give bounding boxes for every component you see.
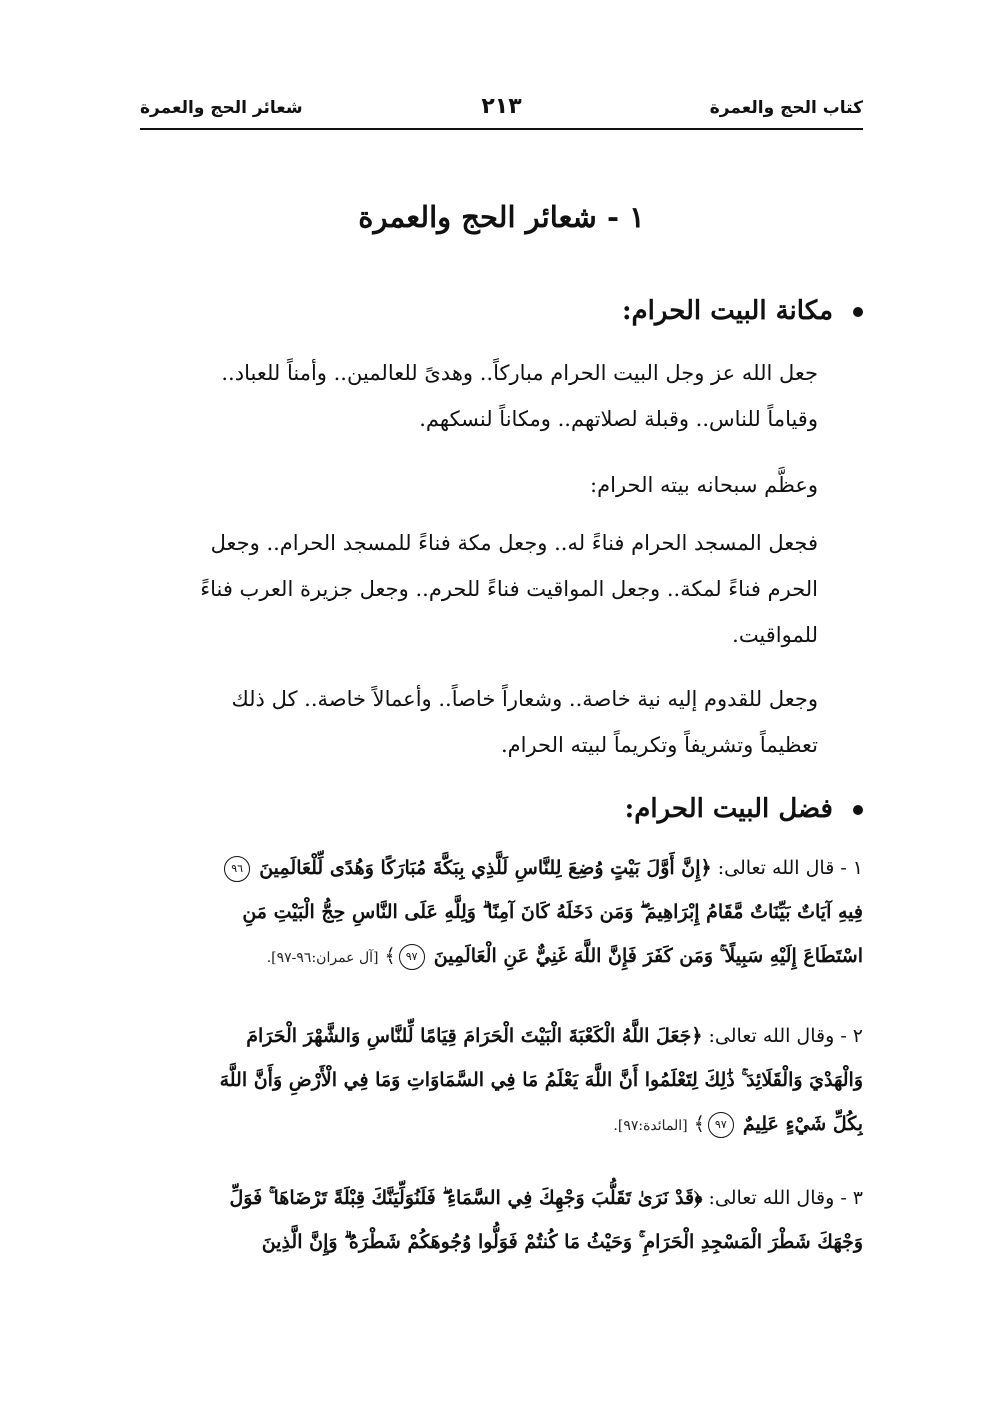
quran-text: اسْتَطَاعَ إِلَيْهِ سَبِيلًا ۚ وَمَن كَفَرَ فَإِنَّ اللَّهَ غَنِيٌّ عَنِ الْعَالَمِينَ: [433, 945, 863, 967]
quran-text: بِكُلِّ شَيْءٍ عَلِيمٌ: [742, 1113, 863, 1135]
verse-line: بِكُلِّ شَيْءٍ عَلِيمٌ ٩٧﴾ [المائدة:٩٧].: [140, 1102, 863, 1148]
section-heading-virtue: [625, 794, 863, 824]
quran-text: ﴿قَدْ نَرَىٰ تَقَلُّبَ وَجْهِكَ فِي السَّمَاءِ ۖ فَلَنُوَلِّيَنَّكَ قِبْلَةً تَرْضَاهَا ۚ فَوَلِّ: [229, 1187, 703, 1209]
verse-number: ٢: [852, 1025, 863, 1047]
chapter-title: [140, 200, 863, 234]
paragraph-line: تعظيماً وتشريفاً وتكريماً لبيته الحرام.: [500, 733, 818, 757]
paragraph-line: فجعل المسجد الحرام فناءً له.. وجعل مكة فناءً للمسجد الحرام.. وجعل: [210, 531, 818, 555]
header-rule: [140, 128, 863, 130]
paragraph-line: للمواقيت.: [732, 623, 818, 647]
verse-line: وَجْهَكَ شَطْرَ الْمَسْجِدِ الْحَرَامِ ۚ وَحَيْثُ مَا كُنتُمْ فَوَلُّوا وُجُوهَكُمْ شَطْرَهُ ۗ وَإِنَّ الَّذِينَ: [261, 1231, 863, 1253]
verse-line: ٣ - وقال الله تعالى: ﴿قَدْ نَرَىٰ تَقَلُّبَ وَجْهِكَ فِي السَّمَاءِ ۖ فَلَنُوَلِّيَنَّكَ قِبْلَةً تَرْضَاهَا ۚ فَوَلِّ: [229, 1187, 863, 1209]
section-heading-status: [622, 296, 863, 326]
ayah-number-mark: ٩٧: [399, 944, 425, 970]
paragraph: [140, 676, 818, 768]
paragraph-line: الحرم فناءً لمكة.. وجعل المواقيت فناءً للحرم.. وجعل جزيرة العرب فناءً: [200, 577, 818, 601]
verse-item: [140, 1176, 863, 1264]
verse-line: ١ - قال الله تعالى: ﴿إِنَّ أَوَّلَ بَيْتٍ وُضِعَ لِلنَّاسِ لَلَّذِي بِبَكَّةَ مُبَارَكًا وَهُدًى لِّلْعَالَمِينَ ٩٦: [140, 846, 863, 890]
bullet-icon: [853, 307, 863, 317]
section-heading-text: مكانة البيت الحرام:: [621, 296, 833, 326]
verse-line: ٢ - وقال الله تعالى: ﴿جَعَلَ اللَّهُ الْكَعْبَةَ الْبَيْتَ الْحَرَامَ قِيَامًا لِّلنَّاسِ وَالشَّهْرَ الْحَرَامَ: [246, 1025, 863, 1047]
bullet-icon: [853, 805, 863, 815]
verse-line: وَالْهَدْيَ وَالْقَلَائِدَ ۚ ذَٰلِكَ لِتَعْلَمُوا أَنَّ اللَّهَ يَعْلَمُ مَا فِي السَّمَاوَاتِ وَمَا فِي الْأَرْضِ وَأَنَّ اللَّهَ: [219, 1069, 863, 1091]
ayah-number-mark: ٩٦: [224, 856, 250, 882]
paragraph-line: وعظَّم سبحانه بيته الحرام:: [590, 473, 818, 497]
section-running-title: شعائر الحج والعمرة: [140, 98, 303, 118]
chapter-separator: -: [606, 200, 620, 234]
paragraph: [140, 462, 818, 508]
section-heading-text: فضل البيت الحرام:: [624, 794, 833, 824]
verse-intro: وقال الله تعالى:: [708, 1187, 835, 1209]
quran-text: ﴿جَعَلَ اللَّهُ الْكَعْبَةَ الْبَيْتَ الْحَرَامَ قِيَامًا لِّلنَّاسِ وَالشَّهْرَ الْحَرَامَ: [246, 1025, 703, 1047]
running-head: [140, 94, 863, 128]
paragraph: [140, 350, 818, 442]
page-number: ٢١٣: [481, 94, 522, 119]
verse-intro: وقال الله تعالى:: [708, 1025, 835, 1047]
verse-line: فِيهِ آيَاتٌ بَيِّنَاتٌ مَّقَامُ إِبْرَاهِيمَ ۖ وَمَن دَخَلَهُ كَانَ آمِنًا ۗ وَلِلَّهِ عَلَى النَّاسِ حِجُّ الْبَيْتِ مَنِ: [242, 901, 863, 923]
book-title: كتاب الحج والعمرة: [709, 98, 863, 118]
verse-intro: قال الله تعالى:: [717, 857, 835, 879]
paragraph-line: جعل الله عز وجل البيت الحرام مباركاً.. وهدىً للعالمين.. وأمناً للعباد..: [221, 361, 818, 385]
verse-number: ٣: [852, 1187, 863, 1209]
paragraph: [140, 520, 818, 658]
verse-number: ١: [852, 857, 863, 879]
verse-citation: [آل عمران:٩٦-٩٧].: [266, 950, 379, 966]
quran-text: ﴿إِنَّ أَوَّلَ بَيْتٍ وُضِعَ لِلنَّاسِ لَلَّذِي بِبَكَّةَ مُبَارَكًا وَهُدًى لِّلْعَالَمِينَ: [259, 857, 712, 879]
paragraph-line: وجعل للقدوم إليه نية خاصة.. وشعاراً خاصاً.. وأعمالاً خاصة.. كل ذلك: [231, 687, 818, 711]
ayah-number-mark: ٩٧: [708, 1112, 734, 1138]
chapter-number: ١: [629, 200, 645, 234]
paragraph-line: وقياماً للناس.. وقبلة لصلاتهم.. ومكاناً لنسكهم.: [419, 407, 818, 431]
verse-item: [140, 846, 863, 980]
verse-item: [140, 1014, 863, 1148]
verse-line: اسْتَطَاعَ إِلَيْهِ سَبِيلًا ۚ وَمَن كَفَرَ فَإِنَّ اللَّهَ غَنِيٌّ عَنِ الْعَالَمِينَ ٩٧﴾ [آل عمران:٩٦-٩٧].: [140, 934, 863, 980]
verse-citation: [المائدة:٩٧].: [613, 1118, 688, 1134]
chapter-title-text: شعائر الحج والعمرة: [358, 200, 597, 234]
